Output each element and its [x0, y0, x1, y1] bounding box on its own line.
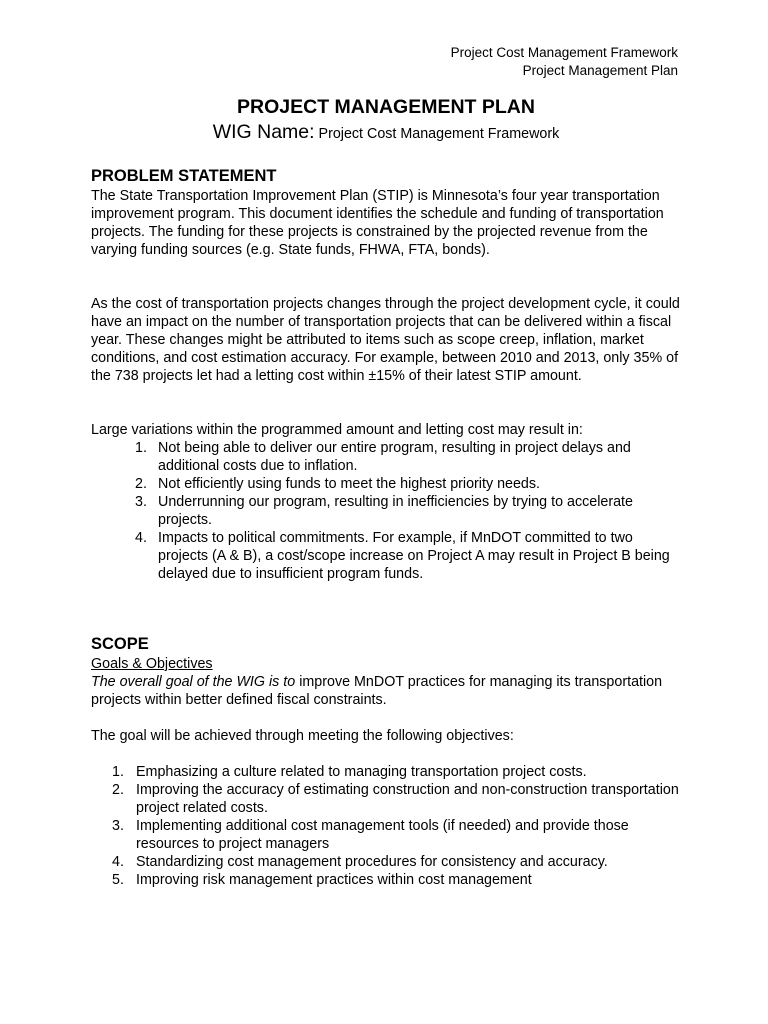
running-header [451, 44, 678, 80]
list-item: 1. Not being able to deliver our entire program, resulting in project delays and additional costs due to inflation. [135, 440, 631, 474]
goal-paragraph [91, 673, 681, 709]
problem-statement-heading: PROBLEM STATEMENT [91, 167, 277, 185]
list-item: 4. Standardizing cost management procedures for consistency and accuracy. [112, 854, 608, 870]
objectives-list [91, 763, 681, 889]
goal-text: improve MnDOT practices for managing its transportation projects within better defined fiscal constraints. [91, 674, 663, 708]
problem-paragraph-1: The State Transportation Improvement Plan (STIP) is Minnesota’s four year transportation improvement program. This document identifies the schedule and funding of transportation projects. The funding for these projects is constrained by the projected revenue from the varying funding sources (e.g. State funds, FHWA, FTA, bonds). [91, 188, 664, 258]
wig-name-line [91, 119, 681, 147]
list-item: 5. Improving risk management practices within cost management [112, 872, 532, 888]
problem-paragraph-3: Large variations within the programmed amount and letting cost may result in: [91, 422, 583, 438]
problem-paragraph-2: As the cost of transportation projects changes through the project development cycle, it could have an impact on the number of transportation projects that can be delivered within a fiscal year. These changes might be attributed to items such as scope creep, inflation, market conditions, and cost estimation accuracy. For example, between 2010 and 2013, only 35% of the 738 projects let had a letting cost within ±15% of their latest STIP amount. [91, 296, 680, 384]
list-item: 3. Implementing additional cost management tools (if needed) and provide those resources to project managers [112, 818, 629, 852]
list-item: 4. Impacts to political commitments. For example, if MnDOT committed to two projects (A & B), a cost/scope increase on Project A may result in Project B being delayed due to insufficient program funds. [135, 530, 670, 582]
objectives-intro: The goal will be achieved through meeting the following objectives: [91, 728, 514, 744]
impact-list [91, 439, 681, 583]
list-item: 1. Emphasizing a culture related to managing transportation project costs. [112, 764, 587, 780]
goals-objectives-subheading: Goals & Objectives [91, 656, 213, 672]
document-body [91, 95, 681, 889]
goal-italic-lead: The overall goal of the WIG is to [91, 674, 296, 690]
header-line-2: Project Management Plan [522, 63, 678, 78]
header-line-1: Project Cost Management Framework [450, 45, 678, 60]
scope-heading: SCOPE [91, 635, 149, 653]
list-item: 2. Not efficiently using funds to meet the highest priority needs. [135, 476, 540, 492]
wig-name-value: Project Cost Management Framework [318, 126, 560, 142]
wig-name-label: WIG Name: [212, 121, 315, 143]
page-title: PROJECT MANAGEMENT PLAN [237, 96, 535, 118]
list-item: 3. Underrunning our program, resulting in inefficiencies by trying to accelerate projects. [135, 494, 633, 528]
list-item: 2. Improving the accuracy of estimating construction and non-construction transportation project related costs. [112, 782, 679, 816]
